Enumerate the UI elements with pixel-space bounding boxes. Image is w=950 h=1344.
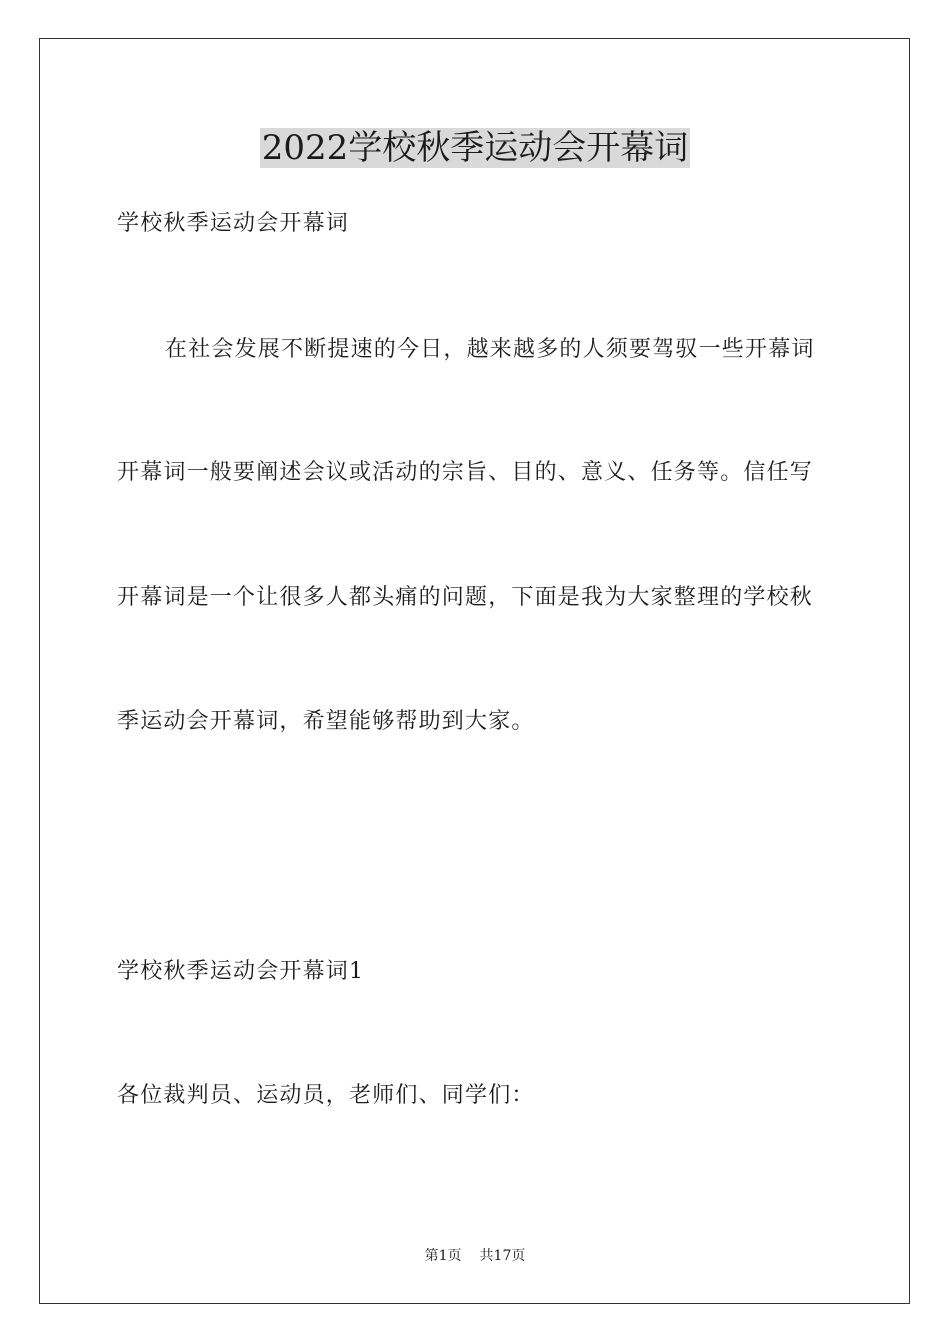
- page-footer: [0, 1246, 950, 1266]
- intro-line-3: 开幕词是一个让很多人都头痛的问题，下面是我为大家整理的学校秋: [117, 585, 814, 610]
- intro-line-4: 季运动会开幕词，希望能够帮助到大家。: [117, 709, 535, 734]
- intro-line-2: 开幕词一般要阐述会议或活动的宗旨、目的、意义、任务等。信任写: [117, 460, 814, 485]
- document-title: [0, 126, 950, 170]
- page-number: 第1页: [424, 1248, 462, 1264]
- intro-line-1: 在社会发展不断提速的今日，越来越多的人须要驾驭一些开幕词: [165, 337, 815, 362]
- document-title-text: 2022学校秋季运动会开幕词: [261, 128, 689, 168]
- page-total: 共17页: [479, 1248, 526, 1264]
- salutation: 各位裁判员、运动员，老师们、同学们：: [117, 1083, 535, 1108]
- section-heading: 学校秋季运动会开幕词1: [117, 959, 365, 984]
- document-subtitle: 学校秋季运动会开幕词: [117, 211, 350, 236]
